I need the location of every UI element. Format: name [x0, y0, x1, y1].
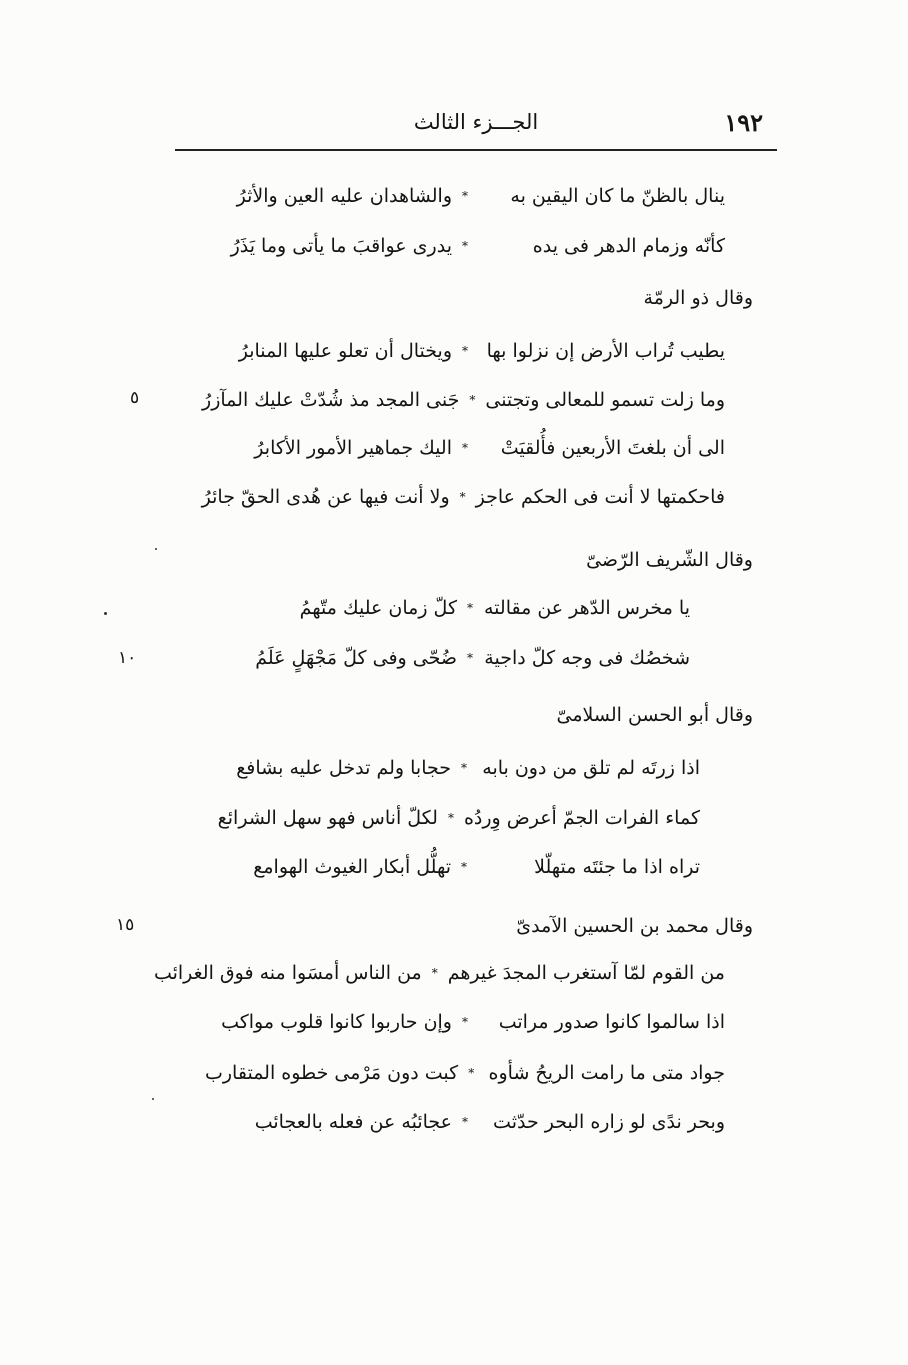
verse-separator: * — [462, 344, 468, 358]
verse-separator: * — [469, 393, 476, 407]
verse-second-hemistich: كبت دون مَرْمى خطوه المتقارب — [205, 1062, 459, 1084]
verse-line — [205, 228, 725, 264]
verse-separator: * — [467, 601, 473, 615]
verse-separator: * — [431, 966, 438, 980]
verse-second-hemistich: اليك جماهير الأمور الأكابرُ — [254, 437, 452, 459]
verse-first-hemistich: تراه اذا ما جئتَه متهلّلا — [534, 856, 700, 878]
line-marker: ٥ — [130, 388, 140, 408]
verse-line — [205, 1055, 725, 1091]
verse-second-hemistich: وإن حاربوا كانوا قلوب مواكب — [221, 1011, 452, 1033]
line-marker: ١٠ — [118, 648, 137, 668]
poet-heading: وقال محمد بن الحسين الآمدىّ — [516, 915, 753, 937]
verse-second-hemistich: تهلُّل أبكار الغيوث الهوامع — [253, 856, 451, 878]
page-header — [175, 108, 777, 144]
verse-first-hemistich: ينال بالظنّ ما كان اليقين به — [510, 185, 725, 207]
verse-first-hemistich: وما زلت تسمو للمعالى وتجتنى — [485, 389, 725, 411]
poet-heading: وقال أبو الحسن السلامىّ — [556, 704, 753, 726]
verse-second-hemistich: لكلّ أناس فهو سهل الشرائع — [217, 807, 438, 829]
header-rule — [175, 149, 777, 151]
verse-first-hemistich: الى أن بلغتَ الأربعين فأُلقيَتْ — [500, 437, 725, 459]
verse-first-hemistich: اذا سالموا كانوا صدور مراتب — [498, 1011, 725, 1033]
verse-separator: * — [461, 761, 467, 775]
verse-second-hemistich: والشاهدان عليه العين والأثرُ — [236, 185, 452, 207]
verse-line — [153, 955, 725, 991]
verse-separator: * — [462, 189, 468, 203]
verse-separator: * — [462, 441, 468, 455]
verse-second-hemistich: حجابا ولم تدخل عليه بشافع — [236, 757, 451, 779]
verse-separator: * — [468, 1066, 475, 1080]
verse-line — [205, 1104, 725, 1140]
verse-first-hemistich: وبحر ندًى لو زاره البحر حدّثت — [493, 1111, 725, 1133]
verse-line — [201, 479, 725, 515]
verse-second-hemistich: عجائبُه عن فعله بالعجائب — [254, 1111, 452, 1133]
verse-second-hemistich: من الناس أمسَوا منه فوق الغرائب — [153, 962, 422, 984]
verse-line — [250, 590, 690, 626]
verse-second-hemistich: جَنى المجد مذ شُدّتْ عليك المآزرُ — [202, 389, 460, 411]
verse-second-hemistich: ضُحّى وفى كلّ مَجْهَلٍ عَلَمُ — [255, 647, 457, 669]
verse-first-hemistich: يطيب تُراب الأرض إن نزلوا بها — [486, 340, 725, 362]
verse-first-hemistich: شخصُك فى وجه كلّ داجية — [484, 647, 690, 669]
verse-second-hemistich: ولا أنت فيها عن هُدى الحقّ جائرُ — [201, 486, 450, 508]
verse-line — [228, 849, 700, 885]
verse-separator: * — [467, 651, 473, 665]
verse-second-hemistich: ويختال أن تعلو عليها المنابرُ — [238, 340, 452, 362]
poet-heading: وقال الشّريف الرّضىّ — [586, 549, 753, 571]
verse-separator: * — [459, 490, 466, 504]
scan-speck — [104, 612, 107, 615]
verse-line — [205, 333, 725, 369]
verse-separator: * — [462, 239, 468, 253]
poet-heading: وقال ذو الرمّة — [643, 287, 753, 309]
verse-separator: * — [462, 1015, 468, 1029]
verse-first-hemistich: كأنّه وزمام الدهر فى يده — [532, 235, 725, 257]
verse-first-hemistich: اذا زرتَه لم تلق من دون بابه — [482, 757, 700, 779]
verse-second-hemistich: يدرى عواقبَ ما يأتى وما يَذَرُ — [230, 235, 452, 257]
line-marker: ١٥ — [116, 915, 135, 935]
verse-first-hemistich: يا مخرس الدّهر عن مقالته — [484, 597, 690, 619]
verse-second-hemistich: كلّ زمان عليك متّهمُ — [299, 597, 457, 619]
verse-first-hemistich: فاحكمتها لا أنت فى الحكم عاجز — [475, 486, 725, 508]
verse-line — [217, 800, 700, 836]
verse-separator: * — [462, 1115, 468, 1129]
scan-speck — [152, 1098, 154, 1100]
verse-line — [202, 382, 725, 418]
running-head: الجـــزء الثالث — [413, 110, 539, 134]
verse-line — [205, 178, 725, 214]
verse-line — [205, 430, 725, 466]
scan-speck — [155, 548, 157, 550]
verse-separator: * — [447, 811, 454, 825]
verse-first-hemistich: جواد متى ما رامت الريحُ شأوه — [488, 1062, 725, 1084]
verse-first-hemistich: من القوم لمّا آستغرب المجدَ غيرهم — [447, 962, 725, 984]
verse-line — [250, 640, 690, 676]
verse-line — [228, 750, 700, 786]
page-number: ١٩٢ — [724, 108, 763, 137]
verse-line — [205, 1004, 725, 1040]
verse-separator: * — [461, 860, 467, 874]
verse-first-hemistich: كماء الفرات الجمّ أعرض وِردُه — [463, 807, 700, 829]
